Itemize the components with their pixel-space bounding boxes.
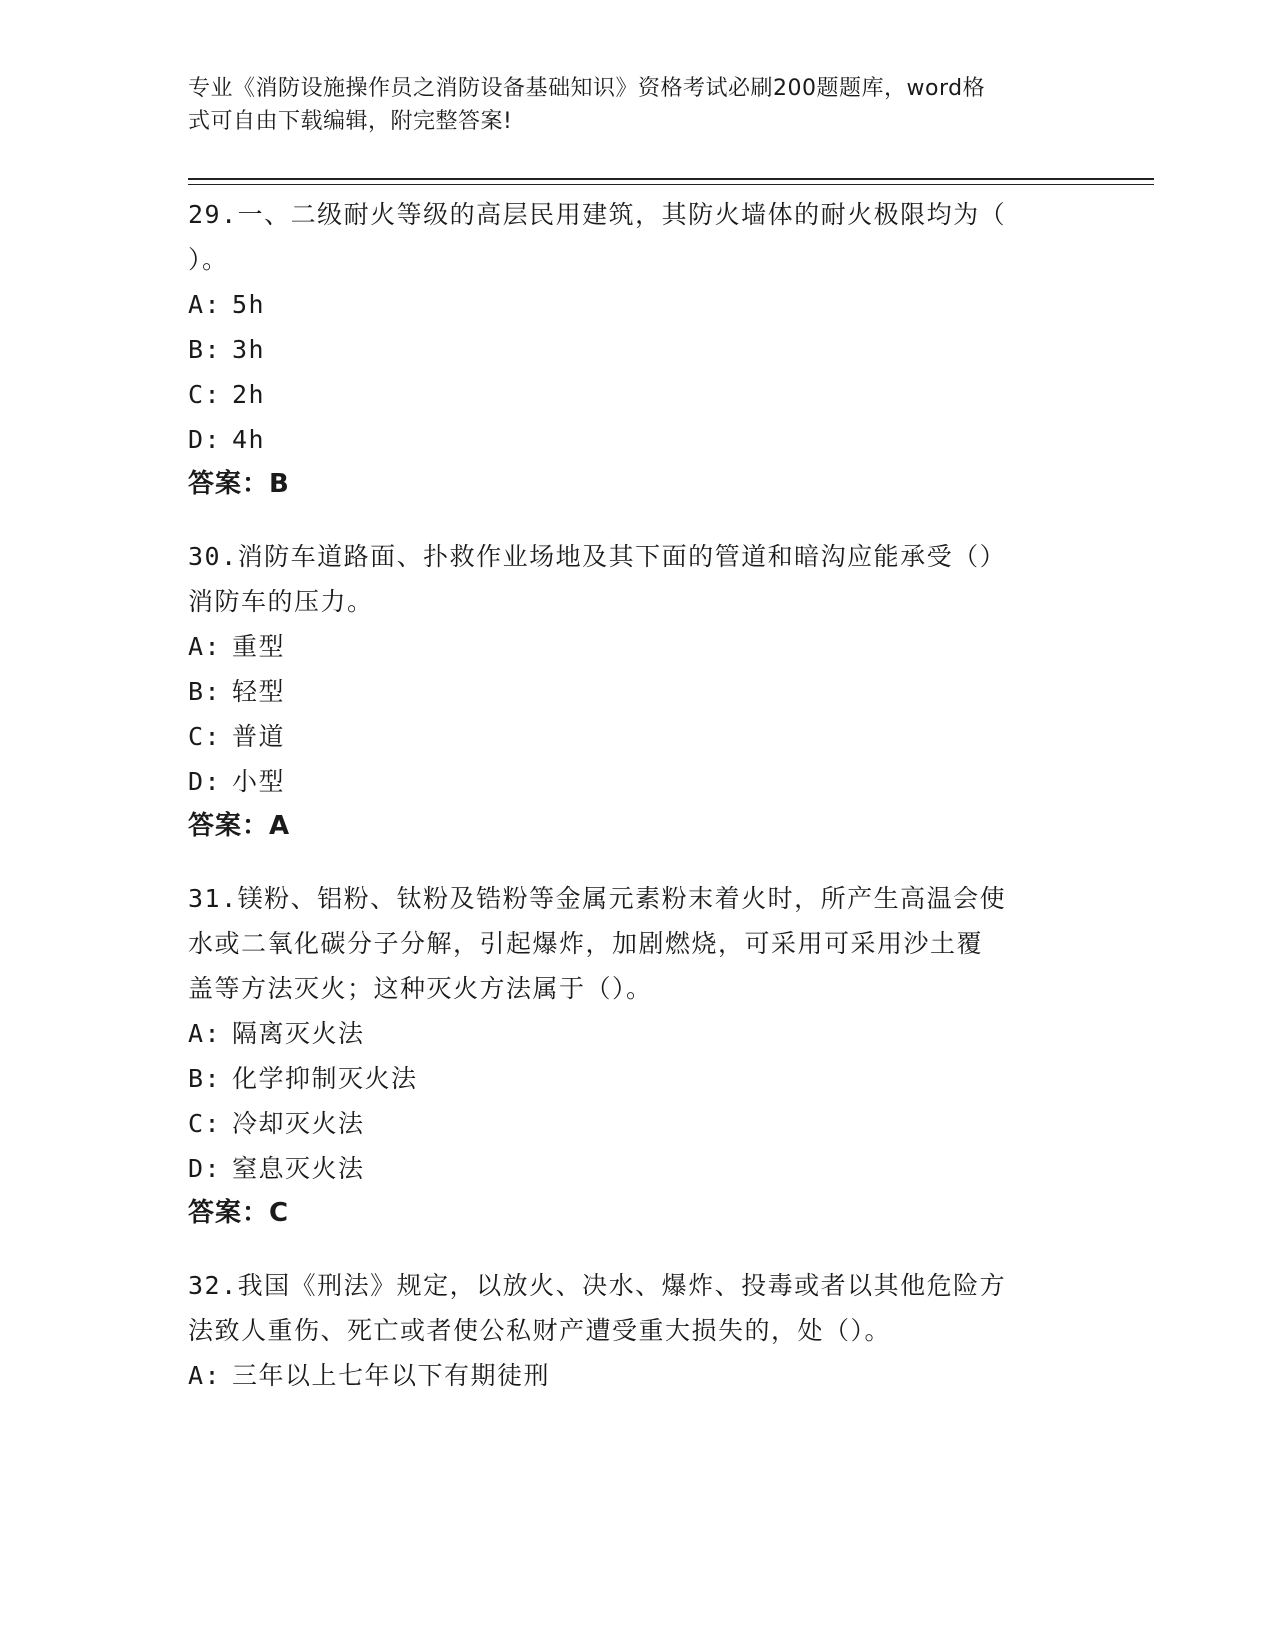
question-line: 30.消防车道路面、扑救作业场地及其下面的管道和暗沟应能承受（） [188, 542, 1007, 571]
header-line-1: 专业《消防设施操作员之消防设备基础知识》资格考试必刷200题题库，word格 [188, 76, 986, 101]
option-d [188, 1146, 1088, 1191]
option-value: 3h [232, 335, 266, 364]
option-value: 窒息灭火法 [232, 1154, 365, 1183]
option-value: 冷却灭火法 [232, 1109, 365, 1138]
option-key: D: [188, 1154, 222, 1183]
option-a [188, 1353, 1088, 1398]
answer-label: 答案：C [188, 1198, 290, 1228]
option-key: D: [188, 767, 222, 796]
option-b [188, 1056, 1088, 1101]
option-key: A: [188, 1019, 222, 1048]
header-line-2: 式可自由下载编辑，附完整答案! [188, 109, 513, 134]
question-line: 水或二氧化碳分子分解，引起爆炸，加剧燃烧，可采用可采用沙土覆 [188, 929, 984, 958]
question-31 [188, 874, 1088, 1236]
option-value: 普道 [232, 722, 286, 751]
option-value: 轻型 [232, 677, 286, 706]
question-text [188, 874, 1088, 1011]
option-key: D: [188, 425, 222, 454]
document-header [188, 72, 1068, 138]
question-32 [188, 1261, 1088, 1398]
option-value: 隔离灭火法 [232, 1019, 365, 1048]
answer-label: 答案：A [188, 811, 291, 841]
option-c [188, 1101, 1088, 1146]
option-a [188, 282, 1088, 327]
option-key: C: [188, 380, 222, 409]
option-value: 小型 [232, 767, 286, 796]
option-value: 4h [232, 425, 266, 454]
header-divider-thick [188, 178, 1154, 180]
question-text [188, 190, 1088, 282]
option-a [188, 624, 1088, 669]
option-key: B: [188, 677, 222, 706]
option-b [188, 669, 1088, 714]
question-text [188, 532, 1088, 624]
option-a [188, 1011, 1088, 1056]
question-text [188, 1261, 1088, 1353]
question-30 [188, 532, 1088, 849]
option-key: A: [188, 290, 222, 319]
option-c [188, 372, 1088, 417]
option-c [188, 714, 1088, 759]
question-list [188, 190, 1088, 1423]
option-key: A: [188, 1361, 222, 1390]
question-29 [188, 190, 1088, 507]
option-value: 三年以上七年以下有期徒刑 [232, 1361, 551, 1390]
header-divider-thin [188, 184, 1154, 185]
question-line: 29.一、二级耐火等级的高层民用建筑，其防火墙体的耐火极限均为（ [188, 200, 1007, 229]
option-key: C: [188, 1109, 222, 1138]
option-d [188, 759, 1088, 804]
question-line: 盖等方法灭火；这种灭火方法属于（）。 [188, 974, 653, 1003]
answer-label: 答案：B [188, 469, 290, 499]
option-value: 5h [232, 290, 266, 319]
option-d [188, 417, 1088, 462]
question-line: ）。 [188, 245, 229, 274]
question-line: 31.镁粉、铝粉、钛粉及锆粉等金属元素粉末着火时，所产生高温会使 [188, 884, 1007, 913]
option-key: A: [188, 632, 222, 661]
question-line: 法致人重伤、死亡或者使公私财产遭受重大损失的，处（）。 [188, 1316, 892, 1345]
option-b [188, 327, 1088, 372]
option-key: C: [188, 722, 222, 751]
option-key: B: [188, 335, 222, 364]
question-line: 32.我国《刑法》规定，以放火、决水、爆炸、投毒或者以其他危险方 [188, 1271, 1007, 1300]
option-key: B: [188, 1064, 222, 1093]
option-value: 2h [232, 380, 266, 409]
question-line: 消防车的压力。 [188, 587, 374, 616]
option-value: 重型 [232, 632, 286, 661]
option-value: 化学抑制灭火法 [232, 1064, 418, 1093]
